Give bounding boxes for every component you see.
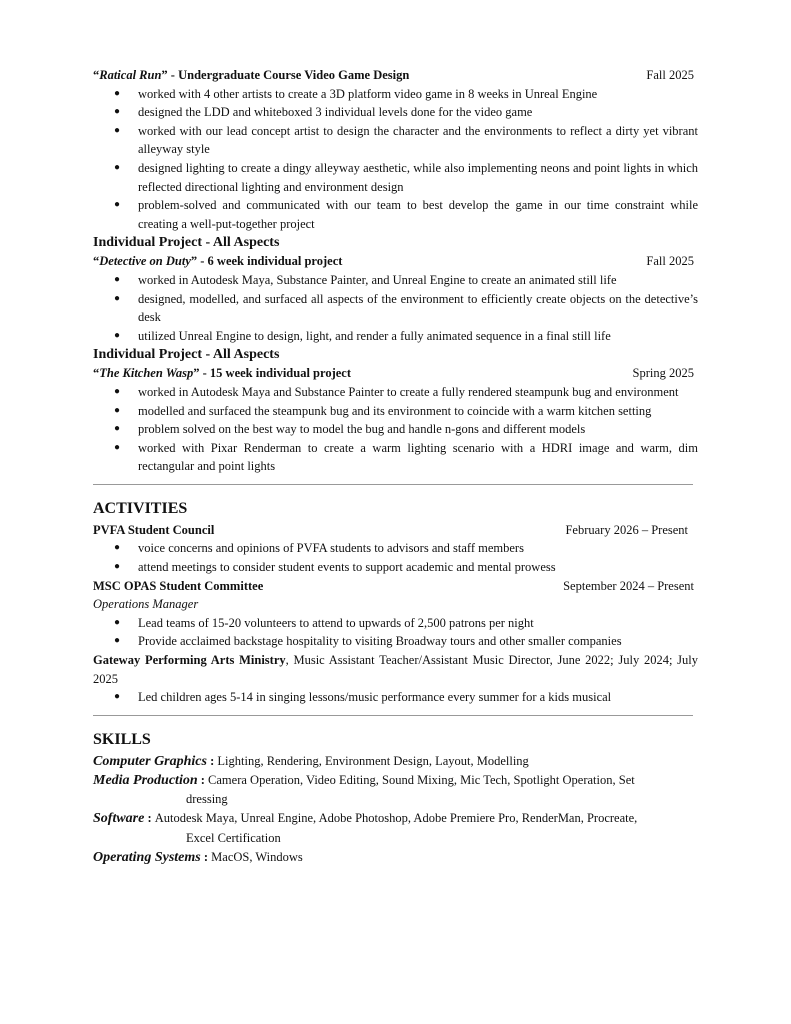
skill-values: Lighting, Rendering, Environment Design, Layout, Modelling — [217, 753, 529, 768]
list-item: ● worked with our lead concept artist to design the character and the environments to reflect a dirty yet vibrant alleyway style — [138, 122, 698, 159]
project-heading: Individual Project - All Aspects — [93, 235, 280, 251]
project-date: Fall 2025 — [646, 254, 694, 269]
skill-separator: : — [144, 811, 155, 826]
project-name: Ratical Run — [99, 68, 162, 82]
activity-date: February 2026 – Present — [565, 522, 688, 537]
activity-header — [93, 521, 698, 540]
skill-label: Software — [93, 811, 145, 827]
activity-bullets — [93, 539, 698, 576]
project-name: The Kitchen Wasp — [99, 366, 194, 381]
skill-values: Camera Operation, Video Editing, Sound Mixing, Mic Tech, Spotlight Operation, Set — [208, 773, 635, 788]
project-heading: Individual Project - All Aspects — [93, 347, 280, 363]
activity-bullets — [93, 614, 698, 651]
list-item: ● designed, modelled, and surfaced all aspects of the environment to efficiently create objects on the detective’s desk — [138, 290, 698, 327]
activity-date: September 2024 – Present — [563, 578, 694, 593]
activity-description: , Music Assistant Teacher/Assistant Music Director, June 2022; July 2024; July 2025 — [93, 653, 698, 686]
skill-label: Media Production — [93, 773, 198, 789]
list-item: ● modelled and surfaced the steampunk bug and its environment to coincide with a warm kitchen setting — [138, 402, 698, 421]
skill-entry — [93, 771, 698, 809]
skill-entry — [93, 809, 698, 847]
project-header — [93, 252, 698, 271]
list-item: ● Lead teams of 15-20 volunteers to attend to upwards of 2,500 patrons per night — [138, 614, 698, 633]
project-header — [93, 364, 698, 383]
list-item: ● worked with 4 other artists to create a 3D platform video game in 8 weeks in Unreal Engine — [138, 85, 698, 104]
project-subtitle: - Undergraduate Course Video Game Design — [167, 68, 410, 82]
list-item: ● Led children ages 5-14 in singing lessons/music performance every summer for a kids musical — [138, 688, 698, 707]
skill-values: MacOS, Windows — [211, 849, 303, 864]
activity-role: Operations Manager — [93, 597, 199, 612]
skill-label: Operating Systems — [93, 849, 201, 865]
project-date: Fall 2025 — [646, 68, 694, 82]
project-header — [93, 66, 698, 85]
resume-page — [93, 66, 698, 867]
skill-label: Computer Graphics — [93, 753, 207, 769]
list-item: ● problem-solved and communicated with our team to best develop the game in our time constraint while creating a well-put-together project — [138, 196, 698, 233]
skill-values: Autodesk Maya, Unreal Engine, Adobe Photoshop, Adobe Premiere Pro, RenderMan, Procreate, — [154, 811, 638, 826]
list-item: ● worked in Autodesk Maya, Substance Painter, and Unreal Engine to create an animated still life — [138, 271, 698, 290]
list-item: ● voice concerns and opinions of PVFA students to advisors and staff members — [138, 539, 698, 558]
activity-header — [93, 577, 698, 596]
skill-entry — [93, 848, 698, 867]
project-subtitle: - 15 week individual project — [199, 366, 352, 381]
project-title: “Detective on Duty” - 6 week individual project — [93, 254, 343, 269]
activity-name: PVFA Student Council — [93, 522, 215, 537]
list-item: ● worked with Pixar Renderman to create a warm lighting scenario with a HDRI image and warm, dim rectangular and point lights — [138, 439, 698, 476]
skill-values-continued: Excel Certification — [186, 830, 281, 845]
skill-entry — [93, 752, 698, 771]
skill-separator: : — [197, 773, 209, 788]
skills-heading: SKILLS — [93, 730, 151, 748]
list-item: ● worked in Autodesk Maya and Substance Painter to create a fully rendered steampunk bug and environment — [138, 383, 698, 402]
project-bullets — [93, 383, 698, 476]
project-bullets — [93, 271, 698, 345]
activity-paragraph — [93, 651, 698, 688]
list-item: ● designed the LDD and whiteboxed 3 individual levels done for the video game — [138, 103, 698, 122]
list-item: ● attend meetings to consider student events to support academic and mental prowess — [138, 558, 698, 577]
project-title: “The Kitchen Wasp” - 15 week individual project — [93, 366, 352, 381]
project-date: Spring 2025 — [632, 366, 694, 381]
project-name: Detective on Duty — [99, 254, 191, 269]
list-item: ● designed lighting to create a dingy alleyway aesthetic, while also implementing neons and point lights in which reflected directional lighting and environment design — [138, 159, 698, 196]
list-item: ● utilized Unreal Engine to design, light, and render a fully animated sequence in a final still life — [138, 327, 698, 346]
section-divider — [93, 715, 693, 716]
project-bullets — [93, 85, 698, 234]
activity-name: MSC OPAS Student Committee — [93, 578, 264, 593]
project-title: “Ratical Run” - Undergraduate Course Video Game Design — [93, 68, 410, 82]
activity-name: Gateway Performing Arts Ministry — [93, 653, 286, 668]
activities-heading: ACTIVITIES — [93, 499, 188, 517]
activity-bullets — [93, 688, 698, 707]
list-item: ● Provide acclaimed backstage hospitality to visiting Broadway tours and other smaller companies — [138, 632, 698, 651]
project-subtitle: - 6 week individual project — [197, 254, 343, 269]
skill-values-continued: dressing — [186, 792, 228, 807]
section-divider — [93, 484, 693, 485]
list-item: ● problem solved on the best way to model the bug and handle n-gons and different models — [138, 420, 698, 439]
skill-separator: : — [206, 753, 218, 768]
skill-separator: : — [200, 849, 212, 864]
